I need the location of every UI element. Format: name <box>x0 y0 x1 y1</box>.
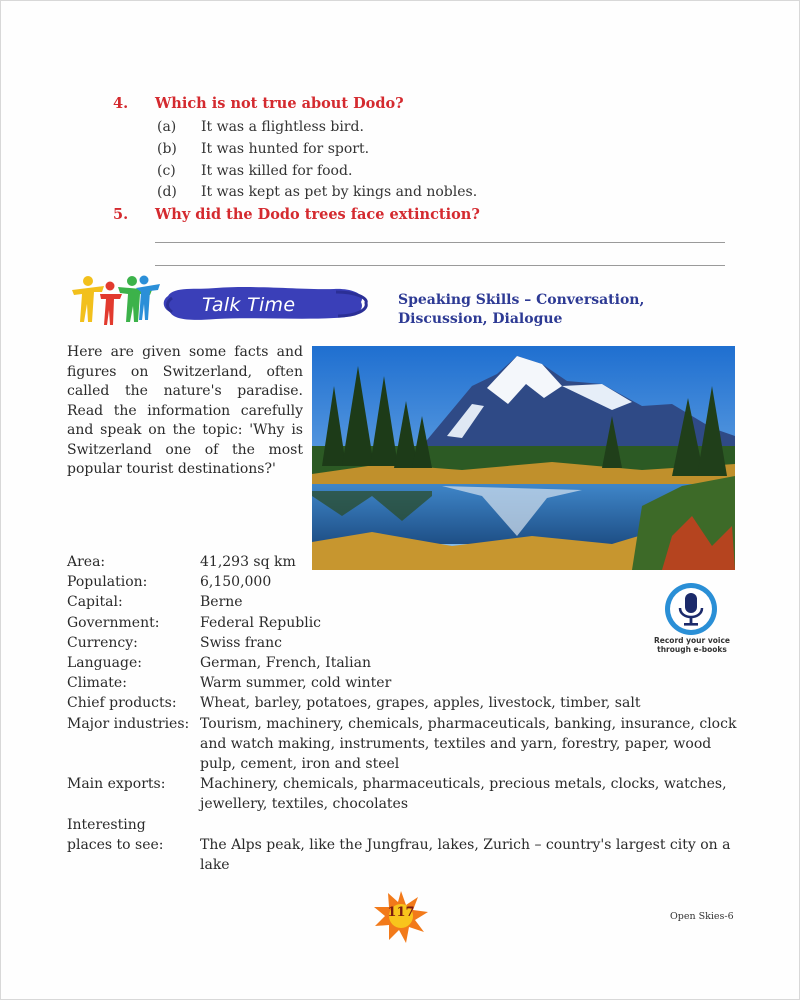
fact-value: 6,150,000 <box>200 574 272 591</box>
book-title-footer: Open Skies-6 <box>670 911 734 922</box>
fact-value: Tourism, machinery, chemicals, pharmaceuticals, banking, insurance, clock and watch making, instruments, textiles and yarn, forestry, paper, wood pulp, cement, iron and steel <box>200 715 737 773</box>
question-number: 5. <box>113 206 129 223</box>
fact-row-main-exports <box>67 774 747 814</box>
fact-label: Language: <box>67 655 142 672</box>
fact-label: Currency: <box>67 634 138 651</box>
fact-label: Major industries: <box>67 715 190 732</box>
option-d <box>157 184 477 200</box>
fact-value: Wheat, barley, potatoes, grapes, apples, livestock, timber, salt <box>200 695 641 712</box>
fact-row-climate <box>67 673 747 693</box>
option-b <box>157 141 369 157</box>
option-text: It was killed for food. <box>201 163 353 179</box>
question-5 <box>113 206 480 223</box>
fact-label: Climate: <box>67 675 127 692</box>
fact-row-language <box>67 653 747 673</box>
skills-line-2: Discussion, Dialogue <box>398 311 563 327</box>
caption-line-1: Record your voice <box>654 636 730 645</box>
option-label: (c) <box>157 163 176 179</box>
option-label: (b) <box>157 141 177 157</box>
option-text: It was a flightless bird. <box>201 119 364 135</box>
page-number: 117 <box>387 905 415 920</box>
fact-label: Area: <box>67 554 106 570</box>
fact-row-capital <box>67 592 747 612</box>
fact-value <box>200 815 747 835</box>
question-text: Why did the Dodo trees face extinction? <box>155 206 480 223</box>
fact-label: Chief products: <box>67 695 177 712</box>
intro-paragraph: Here are given some facts and figures on Switzerland, often called the nature's paradise. Read the information carefully and speak on the topic: 'Why is Switzerland one of the most popular tourist destinations?' <box>67 344 303 477</box>
option-text: It was hunted for sport. <box>201 141 370 157</box>
option-text: It was kept as pet by kings and nobles. <box>201 184 478 200</box>
question-text: Which is not true about Dodo? <box>155 95 404 112</box>
question-number: 4. <box>113 95 129 112</box>
fact-value: Berne <box>200 594 243 611</box>
fact-label: Main exports: <box>67 776 166 793</box>
question-4 <box>113 95 404 112</box>
answer-line[interactable] <box>155 265 725 266</box>
fact-row-area <box>67 552 747 572</box>
fact-value: The Alps peak, like the Jungfrau, lakes, Zurich – country's largest city on a lake <box>200 836 731 874</box>
fact-row-interesting <box>67 815 747 835</box>
fact-row-government <box>67 613 747 633</box>
microphone-icon[interactable] <box>662 582 720 636</box>
fact-value: Swiss franc <box>200 634 282 651</box>
fact-label: Government: <box>67 614 160 631</box>
speaking-skills-heading <box>398 291 678 329</box>
fact-value: Federal Republic <box>200 614 322 631</box>
mountain-lake-photo <box>312 346 735 570</box>
people-icon <box>72 276 160 326</box>
talk-time-label: Talk Time <box>202 294 296 316</box>
fact-row-major-industries <box>67 714 747 775</box>
fact-label: Population: <box>67 574 148 591</box>
facts-table <box>67 552 747 875</box>
option-a <box>157 119 364 135</box>
option-c <box>157 163 352 179</box>
fact-value: 41,293 sq km <box>200 554 296 570</box>
fact-row-population <box>67 572 747 592</box>
fact-label: Interesting <box>67 816 146 833</box>
fact-value: Warm summer, cold winter <box>200 675 392 692</box>
fact-value: German, French, Italian <box>200 655 371 672</box>
record-voice-caption <box>640 636 744 654</box>
fact-label: Capital: <box>67 594 123 611</box>
answer-line[interactable] <box>155 242 725 243</box>
fact-label: places to see: <box>67 836 164 853</box>
fact-value: Machinery, chemicals, pharmaceuticals, precious metals, clocks, watches, jewellery, textiles, chocolates <box>200 776 727 813</box>
skills-line-1: Speaking Skills – Conversation, <box>398 292 645 308</box>
caption-line-2: through e-books <box>657 645 727 654</box>
fact-row-places <box>67 835 747 875</box>
option-label: (a) <box>157 119 177 135</box>
fact-row-chief-products <box>67 693 747 713</box>
option-label: (d) <box>157 184 177 200</box>
